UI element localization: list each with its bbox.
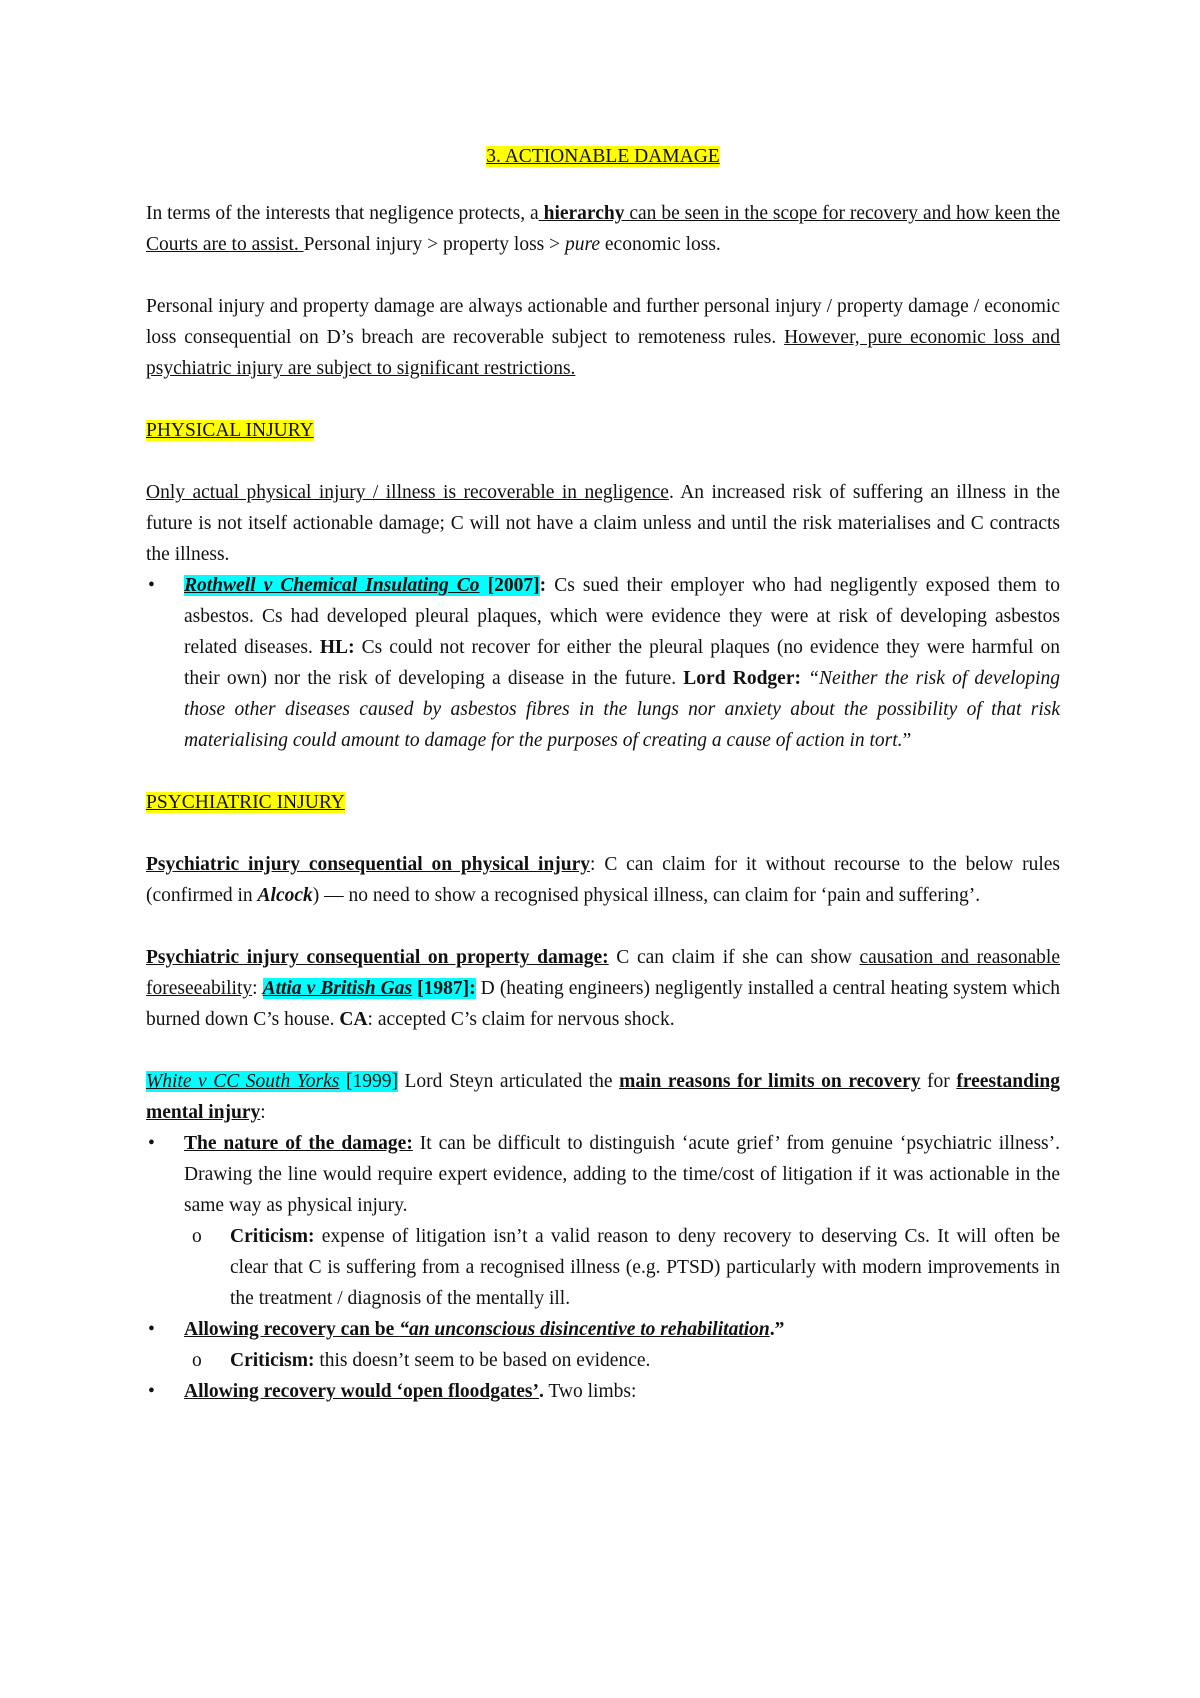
sub-list	[184, 1221, 1060, 1314]
psych-property-paragraph: Psychiatric injury consequential on property damage: C can claim if she can show causation and reasonable foreseeability: Attia v British Gas [1987]: D (heating engineers) negligently installed a central heating system which burned down C’s house. CA: accepted C’s claim for nervous shock.	[146, 947, 1060, 1030]
section-heading-psychiatric: PSYCHIATRIC INJURY	[146, 792, 345, 813]
page-title: 3. ACTIONABLE DAMAGE	[486, 146, 720, 167]
actionable-paragraph: Personal injury and property damage are always actionable and further personal injury / property damage / economic loss consequential on D’s breach are recoverable subject to remoteness rules. However, pure economic loss and psychiatric injury are subject to significant restrictions.	[146, 296, 1061, 379]
bullet-icon: •	[148, 575, 155, 596]
list-item: • The nature of the damage: It can be difficult to distinguish ‘acute grief’ from genuine ‘psychiatric illness’. Drawing the line would require expert evidence, adding to the time/cost of litigation if it was actionable in the same way as physical injury. o Criticism: expense of litigation isn’t a valid reason to deny recovery to deserving Cs. It will often be clear that C is suffering from a recognised illness (e.g. PTSD) particularly with modern improvements in the treatment / diagnosis of the mentally ill.	[146, 1128, 1060, 1314]
bullet-icon: •	[148, 1133, 155, 1154]
bullet-icon: •	[148, 1381, 155, 1402]
reasons-list	[146, 1128, 1060, 1407]
section-heading-physical: PHYSICAL INJURY	[146, 420, 314, 441]
physical-paragraph: Only actual physical injury / illness is recoverable in negligence. An increased risk of suffering an illness in the future is not itself actionable damage; C will not have a claim unless and until the risk materialises and C contracts the illness.	[146, 482, 1060, 565]
document-body	[146, 141, 1060, 1407]
case-name: Rothwell v Chemical Insulating Co	[184, 575, 480, 596]
hierarchy-term: hierarchy	[538, 203, 625, 224]
list-item: • Allowing recovery would ‘open floodgates’. Two limbs:	[146, 1376, 1060, 1407]
circle-bullet-icon: o	[192, 1226, 202, 1247]
sub-list	[184, 1345, 1060, 1376]
white-case-paragraph: White v CC South Yorks [1999] Lord Steyn articulated the main reasons for limits on recovery for freestanding mental injury:	[146, 1071, 1060, 1123]
psych-physical-paragraph: Psychiatric injury consequential on physical injury: C can claim for it without recourse to the below rules (confirmed in Alcock) — no need to show a recognised physical illness, can claim for ‘pain and suffering’.	[146, 854, 1060, 906]
sub-list-item: o Criticism: this doesn’t seem to be based on evidence.	[184, 1345, 1060, 1376]
case-name: Attia v British Gas	[262, 978, 413, 999]
sub-list-item: o Criticism: expense of litigation isn’t a valid reason to deny recovery to deserving Cs. It will often be clear that C is suffering from a recognised illness (e.g. PTSD) particularly with modern improvements in the treatment / diagnosis of the mentally ill.	[184, 1221, 1060, 1314]
intro-paragraph: In terms of the interests that negligence protects, a hierarchy can be seen in the scope for recovery and how keen the Courts are to assist. Personal injury > property loss > pure economic loss.	[146, 203, 1060, 255]
list-item: • Allowing recovery can be “an unconscious disincentive to rehabilitation.” o Criticism: this doesn’t seem to be based on evidence.	[146, 1314, 1060, 1376]
physical-list	[146, 570, 1060, 756]
list-item: • Rothwell v Chemical Insulating Co [2007]: Cs sued their employer who had negligently exposed them to asbestos. Cs had developed pleural plaques, which were evidence they were at risk of developing asbestos related diseases. HL: Cs could not recover for either the pleural plaques (no evidence they were harmful on their own) nor the risk of developing a disease in the future. Lord Rodger: “Neither the risk of developing those other diseases caused by asbestos fibres in the lungs nor anxiety about the possibility of that risk materialising could amount to damage for the purposes of creating a cause of action in tort.”	[146, 570, 1060, 756]
circle-bullet-icon: o	[192, 1350, 202, 1371]
case-name: White v CC South Yorks	[146, 1071, 340, 1092]
bullet-icon: •	[148, 1319, 155, 1340]
case-name: Alcock	[257, 885, 313, 906]
